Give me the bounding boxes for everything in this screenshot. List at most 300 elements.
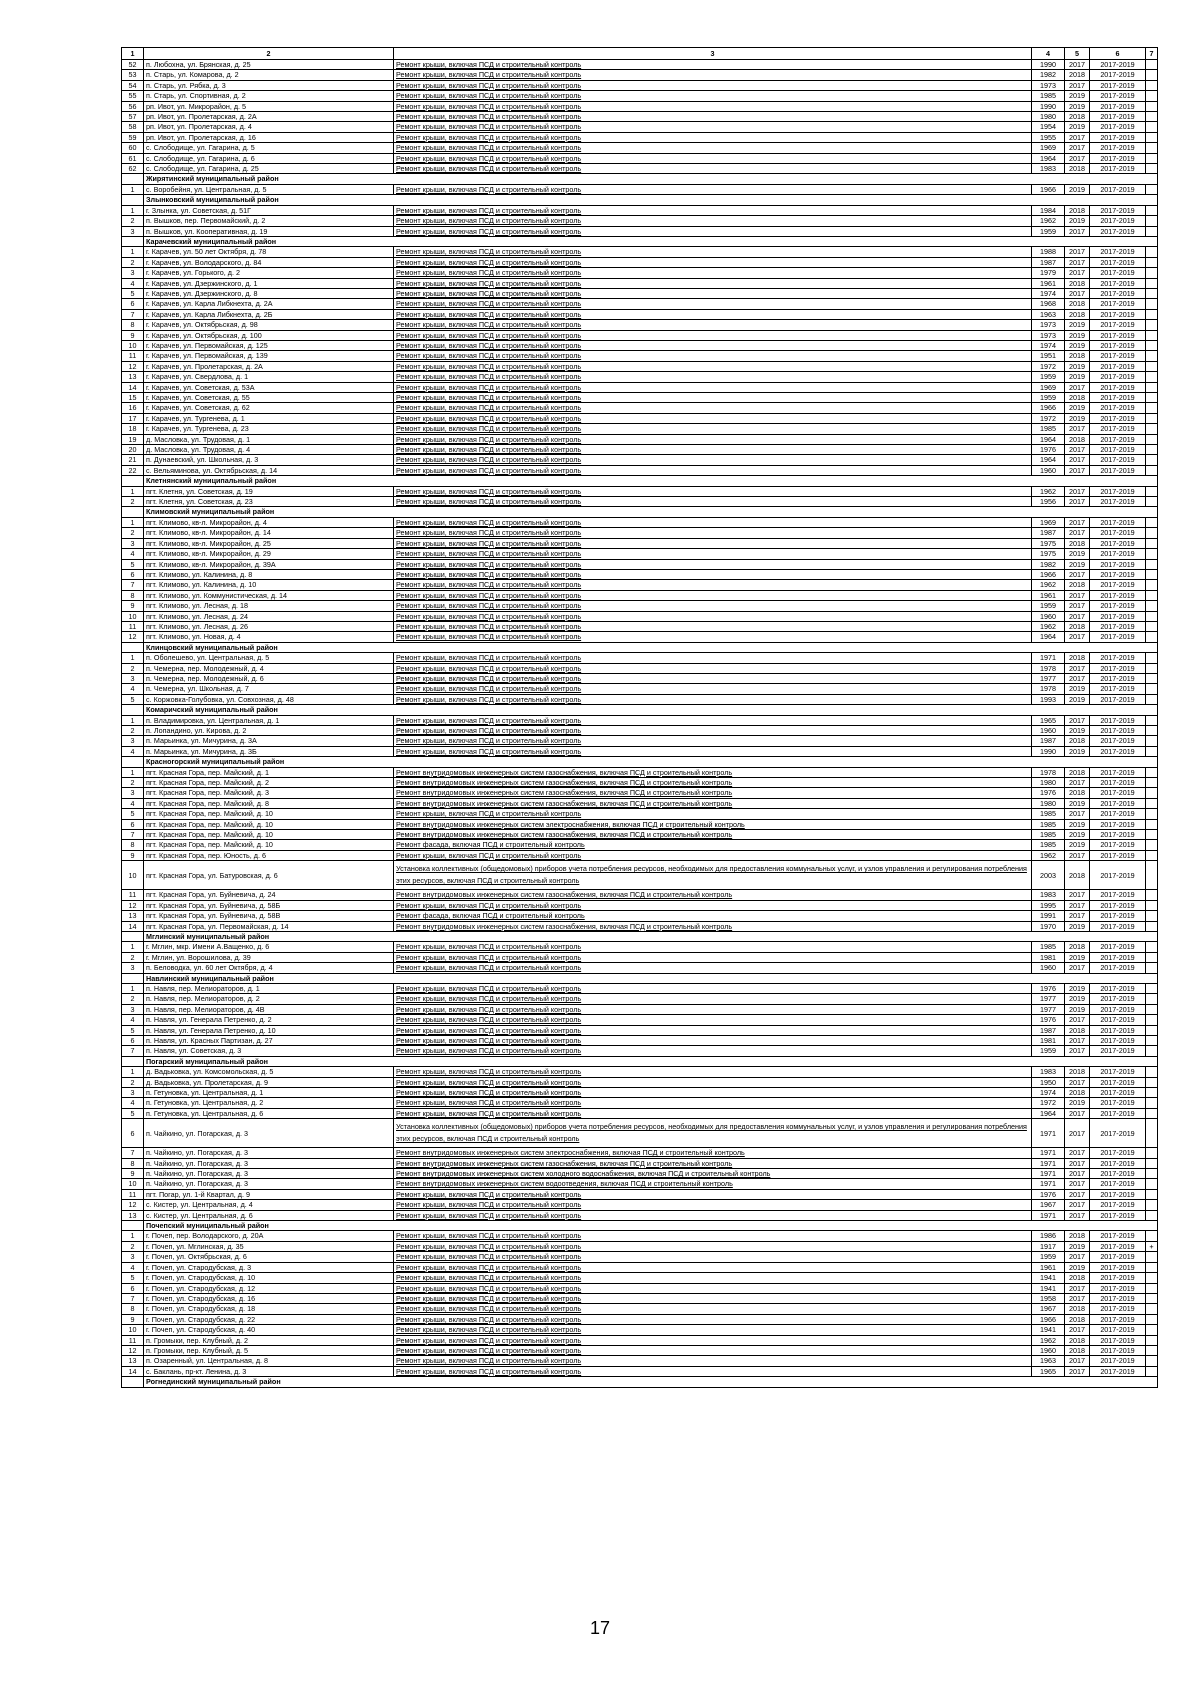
row-number: 9 (122, 1314, 144, 1324)
work-type-cell: Ремонт внутридомовых инженерных систем электроснабжения, включая ПСД и строительный контроль (394, 819, 1032, 829)
table-row (122, 663, 1158, 673)
table-row (122, 549, 1158, 559)
build-year-cell: 1973 (1032, 320, 1065, 330)
mark-cell (1146, 361, 1158, 371)
build-year-cell: 1977 (1032, 994, 1065, 1004)
work-type-cell: Ремонт крыши, включая ПСД и строительный контроль (394, 673, 1032, 683)
build-year-cell: 1960 (1032, 1345, 1065, 1355)
row-number: 6 (122, 1035, 144, 1045)
address-cell: с. Воробейня, ул. Центральная, д. 5 (144, 184, 394, 194)
table-row (122, 1067, 1158, 1077)
period-cell: 2017-2019 (1090, 112, 1146, 122)
address-cell: п. Марьинка, ул. Мичурина, д. 3Б (144, 746, 394, 756)
row-number: 2 (122, 778, 144, 788)
mark-cell (1146, 653, 1158, 663)
row-number: 1 (122, 1231, 144, 1241)
row-number: 54 (122, 80, 144, 90)
row-number: 7 (122, 580, 144, 590)
plan-year-cell: 2019 (1065, 559, 1090, 569)
work-type-cell: Установка коллективных (общедомовых) приборов учета потребления ресурсов, необходимых для предоставления коммунальных услуг, и узлов управления и регулирования потребления этих ресурсов, включая ПСД и строительный контроль (394, 861, 1032, 890)
district-name: Почепский муниципальный район (144, 1221, 1158, 1231)
district-name: Навлинский муниципальный район (144, 973, 1158, 983)
work-type-cell: Ремонт крыши, включая ПСД и строительный контроль (394, 486, 1032, 496)
table-row (122, 653, 1158, 663)
period-cell: 2017-2019 (1090, 497, 1146, 507)
table-row (122, 1304, 1158, 1314)
row-number: 6 (122, 569, 144, 579)
address-cell: г. Почеп, ул. Стародубская, д. 3 (144, 1262, 394, 1272)
mark-cell (1146, 1200, 1158, 1210)
row-number: 3 (122, 736, 144, 746)
district-section-row (122, 973, 1158, 983)
empty-cell (122, 507, 144, 517)
mark-cell (1146, 1015, 1158, 1025)
plan-year-cell: 2018 (1065, 788, 1090, 798)
empty-cell (122, 757, 144, 767)
period-cell: 2017-2019 (1090, 60, 1146, 70)
address-cell: пгт. Климово, кв-л. Микрорайон, д. 25 (144, 538, 394, 548)
address-cell: г. Карачев, ул. Свердлова, д. 1 (144, 372, 394, 382)
build-year-cell: 1951 (1032, 351, 1065, 361)
mark-cell (1146, 455, 1158, 465)
row-number: 3 (122, 226, 144, 236)
table-row (122, 247, 1158, 257)
address-cell: пгт. Климово, ул. Лесная, д. 24 (144, 611, 394, 621)
address-cell: п. Чемерна, пер. Молодежный, д. 4 (144, 663, 394, 673)
mark-cell (1146, 330, 1158, 340)
address-cell: пгт. Климово, кв-л. Микрорайон, д. 4 (144, 517, 394, 527)
plan-year-cell: 2017 (1065, 517, 1090, 527)
district-name: Погарский муниципальный район (144, 1056, 1158, 1066)
period-cell: 2017-2019 (1090, 132, 1146, 142)
plan-year-cell: 2017 (1065, 1293, 1090, 1303)
table-row (122, 1169, 1158, 1179)
build-year-cell: 1976 (1032, 983, 1065, 993)
row-number: 7 (122, 1293, 144, 1303)
period-cell: 2017-2019 (1090, 684, 1146, 694)
plan-year-cell: 2019 (1065, 994, 1090, 1004)
plan-year-cell: 2017 (1065, 673, 1090, 683)
work-type-cell: Ремонт крыши, включая ПСД и строительный контроль (394, 1231, 1032, 1241)
empty-cell (122, 705, 144, 715)
district-section-row (122, 1056, 1158, 1066)
table-row (122, 1325, 1158, 1335)
row-number: 57 (122, 112, 144, 122)
district-section-row (122, 507, 1158, 517)
table-row (122, 1283, 1158, 1293)
plan-year-cell: 2019 (1065, 91, 1090, 101)
build-year-cell: 1963 (1032, 1356, 1065, 1366)
address-cell: с. Коржовка-Голубовка, ул. Совхозная, д. 48 (144, 694, 394, 704)
work-type-cell: Ремонт внутридомовых инженерных систем газоснабжения, включая ПСД и строительный контроль (394, 798, 1032, 808)
build-year-cell: 1956 (1032, 497, 1065, 507)
mark-cell (1146, 288, 1158, 298)
build-year-cell: 1963 (1032, 309, 1065, 319)
work-type-cell: Ремонт крыши, включая ПСД и строительный контроль (394, 1262, 1032, 1272)
plan-year-cell: 2018 (1065, 1088, 1090, 1098)
build-year-cell: 1960 (1032, 726, 1065, 736)
address-cell: п. Чайкино, ул. Погарская, д. 3 (144, 1179, 394, 1189)
mark-cell (1146, 673, 1158, 683)
build-year-cell: 1964 (1032, 153, 1065, 163)
mark-cell (1146, 1108, 1158, 1118)
plan-year-cell: 2017 (1065, 268, 1090, 278)
mark-cell (1146, 890, 1158, 900)
address-cell: г. Почеп, пер. Володарского, д. 20А (144, 1231, 394, 1241)
row-number: 60 (122, 143, 144, 153)
build-year-cell: 1969 (1032, 143, 1065, 153)
mark-cell (1146, 921, 1158, 931)
row-number: 13 (122, 372, 144, 382)
repair-program-table (121, 47, 1158, 1388)
plan-year-cell: 2019 (1065, 361, 1090, 371)
build-year-cell: 1959 (1032, 601, 1065, 611)
mark-cell (1146, 101, 1158, 111)
build-year-cell: 1983 (1032, 890, 1065, 900)
build-year-cell: 1971 (1032, 1179, 1065, 1189)
build-year-cell: 1969 (1032, 382, 1065, 392)
period-cell: 2017-2019 (1090, 736, 1146, 746)
address-cell: пгт. Клетня, ул. Советская, д. 19 (144, 486, 394, 496)
mark-cell (1146, 1356, 1158, 1366)
work-type-cell: Ремонт крыши, включая ПСД и строительный контроль (394, 1098, 1032, 1108)
table-row (122, 746, 1158, 756)
period-cell: 2017-2019 (1090, 465, 1146, 475)
build-year-cell: 1978 (1032, 684, 1065, 694)
plan-year-cell: 2018 (1065, 309, 1090, 319)
build-year-cell: 1971 (1032, 1210, 1065, 1220)
table-row (122, 890, 1158, 900)
address-cell: п. Старь, ул. Рябка, д. 3 (144, 80, 394, 90)
plan-year-cell: 2017 (1065, 663, 1090, 673)
mark-cell (1146, 70, 1158, 80)
table-row (122, 445, 1158, 455)
address-cell: д. Вадьковка, ул. Комсомольская, д. 5 (144, 1067, 394, 1077)
table-row (122, 1293, 1158, 1303)
plan-year-cell: 2019 (1065, 952, 1090, 962)
period-cell: 2017-2019 (1090, 70, 1146, 80)
mark-cell (1146, 788, 1158, 798)
build-year-cell: 1982 (1032, 70, 1065, 80)
work-type-cell: Ремонт крыши, включая ПСД и строительный контроль (394, 1015, 1032, 1025)
work-type-cell: Ремонт крыши, включая ПСД и строительный контроль (394, 569, 1032, 579)
address-cell: г. Карачев, ул. Первомайская, д. 139 (144, 351, 394, 361)
row-number: 1 (122, 247, 144, 257)
build-year-cell: 1967 (1032, 1200, 1065, 1210)
mark-cell (1146, 216, 1158, 226)
mark-cell (1146, 1345, 1158, 1355)
period-cell: 2017-2019 (1090, 393, 1146, 403)
table-row (122, 330, 1158, 340)
empty-cell (122, 236, 144, 246)
mark-cell (1146, 424, 1158, 434)
build-year-cell: 1965 (1032, 1366, 1065, 1376)
build-year-cell: 1966 (1032, 1314, 1065, 1324)
row-number: 21 (122, 455, 144, 465)
mark-cell (1146, 819, 1158, 829)
period-cell: 2017-2019 (1090, 434, 1146, 444)
table-row (122, 1046, 1158, 1056)
plan-year-cell: 2019 (1065, 1262, 1090, 1272)
row-number: 4 (122, 278, 144, 288)
mark-cell (1146, 164, 1158, 174)
row-number: 11 (122, 1189, 144, 1199)
table-row (122, 632, 1158, 642)
mark-cell (1146, 1252, 1158, 1262)
plan-year-cell: 2017 (1065, 1148, 1090, 1158)
district-name: Карачевский муниципальный район (144, 236, 1158, 246)
work-type-cell: Ремонт крыши, включая ПСД и строительный контроль (394, 549, 1032, 559)
row-number: 3 (122, 1252, 144, 1262)
period-cell: 2017-2019 (1090, 517, 1146, 527)
period-cell: 2017-2019 (1090, 809, 1146, 819)
table-row (122, 921, 1158, 931)
mark-cell (1146, 1025, 1158, 1035)
table-row (122, 1335, 1158, 1345)
plan-year-cell: 2017 (1065, 528, 1090, 538)
address-cell: пгт. Климово, ул. Лесная, д. 18 (144, 601, 394, 611)
plan-year-cell: 2017 (1065, 1252, 1090, 1262)
address-cell: рп. Ивот, ул. Пролетарская, д. 16 (144, 132, 394, 142)
address-cell: п. Чемерна, ул. Школьная, д. 7 (144, 684, 394, 694)
table-row (122, 1241, 1158, 1251)
address-cell: п. Вышков, ул. Кооперативная, д. 19 (144, 226, 394, 236)
build-year-cell: 1972 (1032, 361, 1065, 371)
row-number: 13 (122, 1356, 144, 1366)
table-row (122, 268, 1158, 278)
row-number: 10 (122, 861, 144, 890)
plan-year-cell: 2019 (1065, 340, 1090, 350)
column-header: 1 (122, 48, 144, 60)
build-year-cell: 1985 (1032, 91, 1065, 101)
period-cell: 2017-2019 (1090, 861, 1146, 890)
table-row (122, 726, 1158, 736)
work-type-cell: Ремонт крыши, включая ПСД и строительный контроль (394, 455, 1032, 465)
build-year-cell: 1941 (1032, 1283, 1065, 1293)
build-year-cell: 1972 (1032, 1098, 1065, 1108)
empty-cell (122, 174, 144, 184)
table-row (122, 1210, 1158, 1220)
address-cell: п. Навля, пер. Мелиораторов, д. 1 (144, 983, 394, 993)
table-row (122, 621, 1158, 631)
table-row (122, 819, 1158, 829)
period-cell: 2017-2019 (1090, 559, 1146, 569)
address-cell: г. Злынка, ул. Советская, д. 51Г (144, 205, 394, 215)
period-cell: 2017-2019 (1090, 80, 1146, 90)
plan-year-cell: 2017 (1065, 497, 1090, 507)
build-year-cell: 1976 (1032, 788, 1065, 798)
mark-cell (1146, 278, 1158, 288)
table-row (122, 455, 1158, 465)
address-cell: пгт. Красная Гора, пер. Майский, д. 10 (144, 819, 394, 829)
plan-year-cell: 2017 (1065, 226, 1090, 236)
build-year-cell: 1964 (1032, 434, 1065, 444)
mark-cell (1146, 559, 1158, 569)
build-year-cell: 1960 (1032, 611, 1065, 621)
row-number: 17 (122, 413, 144, 423)
address-cell: пгт. Красная Гора, пер. Юность, д. 6 (144, 850, 394, 860)
district-section-row (122, 1377, 1158, 1387)
plan-year-cell: 2018 (1065, 112, 1090, 122)
empty-cell (122, 642, 144, 652)
work-type-cell: Ремонт внутридомовых инженерных систем газоснабжения, включая ПСД и строительный контроль (394, 921, 1032, 931)
mark-cell (1146, 393, 1158, 403)
mark-cell (1146, 413, 1158, 423)
mark-cell (1146, 809, 1158, 819)
plan-year-cell: 2019 (1065, 746, 1090, 756)
build-year-cell: 1941 (1032, 1273, 1065, 1283)
table-row (122, 497, 1158, 507)
address-cell: п. Дунаевский, ул. Школьная, д. 3 (144, 455, 394, 465)
work-type-cell: Установка коллективных (общедомовых) приборов учета потребления ресурсов, необходимых для предоставления коммунальных услуг, и узлов управления и регулирования потребления этих ресурсов, включая ПСД и строительный контроль (394, 1119, 1032, 1148)
table-row (122, 1314, 1158, 1324)
plan-year-cell: 2018 (1065, 1025, 1090, 1035)
address-cell: г. Карачев, ул. Первомайская, д. 125 (144, 340, 394, 350)
address-cell: п. Старь, ул. Спортивная, д. 2 (144, 91, 394, 101)
plan-year-cell: 2017 (1065, 900, 1090, 910)
build-year-cell: 1966 (1032, 184, 1065, 194)
table-row (122, 1119, 1158, 1148)
plan-year-cell: 2019 (1065, 122, 1090, 132)
row-number: 8 (122, 590, 144, 600)
address-cell: г. Почеп, ул. Стародубская, д. 22 (144, 1314, 394, 1324)
address-cell: пгт. Красная Гора, пер. Майский, д. 3 (144, 788, 394, 798)
work-type-cell: Ремонт крыши, включая ПСД и строительный контроль (394, 1345, 1032, 1355)
district-name: Красногорский муниципальный район (144, 757, 1158, 767)
table-row (122, 942, 1158, 952)
row-number: 20 (122, 445, 144, 455)
work-type-cell: Ремонт крыши, включая ПСД и строительный контроль (394, 309, 1032, 319)
build-year-cell: 1981 (1032, 952, 1065, 962)
mark-cell (1146, 1098, 1158, 1108)
row-number: 1 (122, 1067, 144, 1077)
mark-cell (1146, 1335, 1158, 1345)
period-cell: 2017-2019 (1090, 1025, 1146, 1035)
work-type-cell: Ремонт крыши, включая ПСД и строительный контроль (394, 1314, 1032, 1324)
row-number: 12 (122, 632, 144, 642)
period-cell: 2017-2019 (1090, 601, 1146, 611)
mark-cell (1146, 1283, 1158, 1293)
build-year-cell: 1917 (1032, 1241, 1065, 1251)
table-row (122, 216, 1158, 226)
plan-year-cell: 2018 (1065, 942, 1090, 952)
table-row (122, 205, 1158, 215)
build-year-cell: 1959 (1032, 372, 1065, 382)
mark-cell (1146, 611, 1158, 621)
plan-year-cell: 2017 (1065, 911, 1090, 921)
period-cell: 2017-2019 (1090, 1148, 1146, 1158)
build-year-cell: 1964 (1032, 632, 1065, 642)
work-type-cell: Ремонт крыши, включая ПСД и строительный контроль (394, 632, 1032, 642)
address-cell: пгт. Клетня, ул. Советская, д. 23 (144, 497, 394, 507)
row-number: 5 (122, 694, 144, 704)
work-type-cell: Ремонт крыши, включая ПСД и строительный контроль (394, 278, 1032, 288)
period-cell: 2017-2019 (1090, 1366, 1146, 1376)
period-cell: 2017-2019 (1090, 921, 1146, 931)
address-cell: г. Карачев, ул. Карла Либкнехта, д. 2А (144, 299, 394, 309)
mark-cell (1146, 1366, 1158, 1376)
mark-cell (1146, 257, 1158, 267)
period-cell: 2017-2019 (1090, 101, 1146, 111)
row-number: 5 (122, 559, 144, 569)
table-row (122, 952, 1158, 962)
address-cell: г. Карачев, ул. Володарского, д. 84 (144, 257, 394, 267)
build-year-cell: 1976 (1032, 1015, 1065, 1025)
build-year-cell: 1971 (1032, 1158, 1065, 1168)
build-year-cell: 1990 (1032, 60, 1065, 70)
row-number: 52 (122, 60, 144, 70)
mark-cell (1146, 963, 1158, 973)
table-row (122, 361, 1158, 371)
build-year-cell: 1971 (1032, 1119, 1065, 1148)
row-number: 1 (122, 715, 144, 725)
row-number: 12 (122, 900, 144, 910)
table-row (122, 840, 1158, 850)
period-cell: 2017-2019 (1090, 1241, 1146, 1251)
build-year-cell: 1983 (1032, 1067, 1065, 1077)
mark-cell (1146, 299, 1158, 309)
build-year-cell: 1987 (1032, 528, 1065, 538)
address-cell: пгт. Климово, ул. Лесная, д. 26 (144, 621, 394, 631)
plan-year-cell: 2017 (1065, 60, 1090, 70)
table-row (122, 1015, 1158, 1025)
period-cell: 2017-2019 (1090, 226, 1146, 236)
build-year-cell: 1991 (1032, 911, 1065, 921)
mark-cell (1146, 382, 1158, 392)
table-row (122, 1189, 1158, 1199)
period-cell: 2017-2019 (1090, 726, 1146, 736)
mark-cell (1146, 569, 1158, 579)
plan-year-cell: 2018 (1065, 1314, 1090, 1324)
plan-year-cell: 2019 (1065, 1004, 1090, 1014)
table-row (122, 465, 1158, 475)
build-year-cell: 1955 (1032, 132, 1065, 142)
plan-year-cell: 2017 (1065, 590, 1090, 600)
mark-cell (1146, 1088, 1158, 1098)
build-year-cell: 1965 (1032, 715, 1065, 725)
table-row (122, 1088, 1158, 1098)
plan-year-cell: 2017 (1065, 611, 1090, 621)
table-row (122, 153, 1158, 163)
period-cell: 2017-2019 (1090, 1004, 1146, 1014)
plan-year-cell: 2018 (1065, 1345, 1090, 1355)
table-row (122, 569, 1158, 579)
period-cell: 2017-2019 (1090, 538, 1146, 548)
row-number: 9 (122, 601, 144, 611)
address-cell: пгт. Красная Гора, пер. Майский, д. 10 (144, 809, 394, 819)
table-row (122, 382, 1158, 392)
build-year-cell: 1980 (1032, 778, 1065, 788)
row-number: 8 (122, 1158, 144, 1168)
build-year-cell: 1986 (1032, 1231, 1065, 1241)
plan-year-cell: 2018 (1065, 70, 1090, 80)
row-number: 2 (122, 1241, 144, 1251)
period-cell: 2017-2019 (1090, 216, 1146, 226)
address-cell: г. Карачев, ул. Октябрьская, д. 100 (144, 330, 394, 340)
mark-cell (1146, 1169, 1158, 1179)
table-row (122, 1077, 1158, 1087)
table-row (122, 184, 1158, 194)
mark-cell (1146, 122, 1158, 132)
plan-year-cell: 2019 (1065, 684, 1090, 694)
mark-cell (1146, 549, 1158, 559)
work-type-cell: Ремонт крыши, включая ПСД и строительный контроль (394, 1067, 1032, 1077)
table-row (122, 538, 1158, 548)
build-year-cell: 1962 (1032, 850, 1065, 860)
build-year-cell: 1961 (1032, 1262, 1065, 1272)
build-year-cell: 1941 (1032, 1325, 1065, 1335)
work-type-cell: Ремонт крыши, включая ПСД и строительный контроль (394, 1283, 1032, 1293)
